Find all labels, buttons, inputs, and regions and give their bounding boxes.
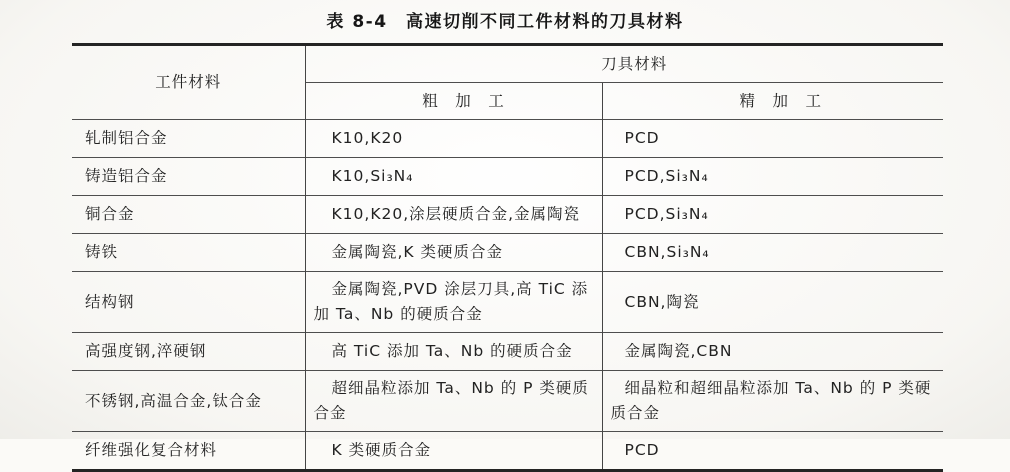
- cell-workpiece: 铸铁: [72, 234, 305, 272]
- tool-materials-table: [72, 43, 943, 472]
- cell-workpiece: 不锈钢,高温合金,钛合金: [72, 371, 305, 432]
- cell-finish-tool: 细晶粒和超细晶粒添加 Ta、Nb 的 P 类硬质合金: [602, 371, 943, 432]
- cell-workpiece: 高强度钢,淬硬钢: [72, 333, 305, 371]
- table-header-row-1: [72, 45, 943, 83]
- table-row: [72, 432, 943, 471]
- header-workpiece-material: 工件材料: [155, 73, 222, 91]
- cell-rough-tool: 金属陶瓷,PVD 涂层刀具,高 TiC 添加 Ta、Nb 的硬质合金: [305, 272, 602, 333]
- cell-rough-tool: K10,K20,涂层硬质合金,金属陶瓷: [305, 196, 602, 234]
- cell-rough-tool: 高 TiC 添加 Ta、Nb 的硬质合金: [305, 333, 602, 371]
- cell-workpiece: 纤维强化复合材料: [72, 432, 305, 471]
- header-rough-machining: 粗 加 工: [305, 83, 602, 120]
- cell-workpiece: 结构钢: [72, 272, 305, 333]
- cell-workpiece: 铜合金: [72, 196, 305, 234]
- cell-rough-tool: K10,Si₃N₄: [305, 158, 602, 196]
- table-row: [72, 333, 943, 371]
- cell-rough-tool: K 类硬质合金: [305, 432, 602, 471]
- cell-rough-tool: 金属陶瓷,K 类硬质合金: [305, 234, 602, 272]
- cell-finish-tool: PCD: [602, 432, 943, 471]
- table-row: [72, 234, 943, 272]
- cell-workpiece: 铸造铝合金: [72, 158, 305, 196]
- cell-workpiece: 轧制铝合金: [72, 120, 305, 158]
- cell-finish-tool: PCD: [602, 120, 943, 158]
- header-finish-machining: 精 加 工: [602, 83, 943, 120]
- cell-rough-tool: 超细晶粒添加 Ta、Nb 的 P 类硬质合金: [305, 371, 602, 432]
- table-row: [72, 272, 943, 333]
- cell-finish-tool: PCD,Si₃N₄: [602, 196, 943, 234]
- table-row: [72, 120, 943, 158]
- cell-finish-tool: PCD,Si₃N₄: [602, 158, 943, 196]
- table-row: [72, 196, 943, 234]
- cell-rough-tool: K10,K20: [305, 120, 602, 158]
- cell-finish-tool: 金属陶瓷,CBN: [602, 333, 943, 371]
- header-tool-material: 刀具材料: [305, 45, 943, 83]
- table-caption: 表 8-4 高速切削不同工件材料的刀具材料: [326, 12, 684, 32]
- cell-finish-tool: CBN,陶瓷: [602, 272, 943, 333]
- table-row: [72, 158, 943, 196]
- table-row: [72, 371, 943, 432]
- cell-finish-tool: CBN,Si₃N₄: [602, 234, 943, 272]
